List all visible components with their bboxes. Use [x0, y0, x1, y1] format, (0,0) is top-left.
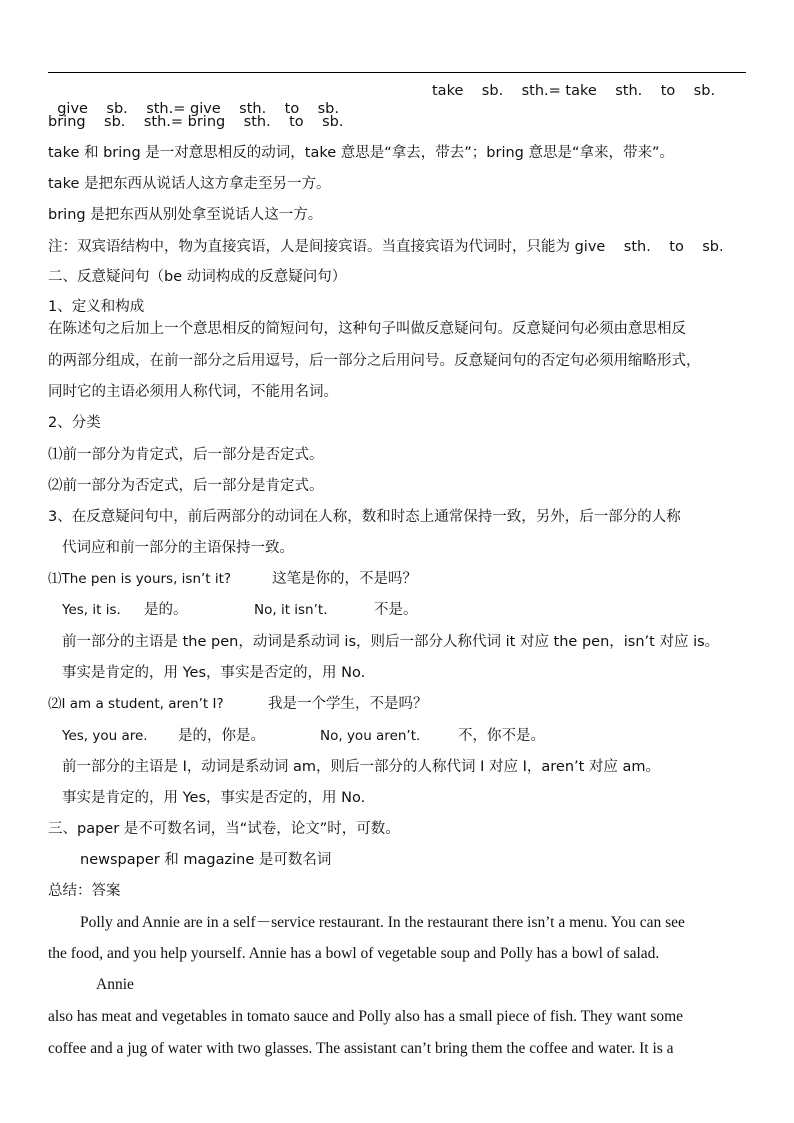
example-1-yes-translation: 是的。 [144, 602, 188, 618]
example-1-no: No, it isn’t. [254, 602, 328, 618]
take-bring-meaning: take 和 bring 是一对意思相反的动词，take 意思是“拿去，带去”；bring 意思是“拿来，带来”。 [48, 145, 675, 161]
example-2-translation: 我是一个学生，不是吗？ [268, 696, 428, 712]
example-2-yes: Yes, you are. [62, 728, 148, 744]
section-two-heading: 二、反意疑问句（be 动词构成的反意疑问句） [48, 269, 347, 285]
example-1-explanation: 前一部分的主语是 the pen，动词是系动词 is，则后一部分人称代词 it 对应 the pen，isn’t 对应 is。 [62, 634, 720, 650]
example-1-question: ⑴The pen is yours, isn’t it? [48, 571, 232, 587]
example-1-translation: 这笔是你的，不是吗？ [272, 571, 417, 587]
bring-definition: bring 是把东西从别处拿至说话人这一方。 [48, 207, 323, 223]
example-1-no-translation: 不是。 [374, 602, 418, 618]
example-2-fact-rule: 事实是肯定的，用 Yes，事实是否定的，用 No. [62, 790, 366, 806]
passage-line-4: also has meat and vegetables in tomato sauce and Polly also has a small piece of fish. They want some [48, 1008, 684, 1025]
subsection-definition: 1、定义和构成 [48, 299, 145, 315]
example-2-question: ⑵I am a student, aren’t I? [48, 696, 224, 712]
countable-nouns-note: newspaper 和 magazine 是可数名词 [80, 852, 332, 868]
bring-pattern: bring sb. sth.= bring sth. to sb. [48, 114, 344, 130]
double-object-note: 注：双宾语结构中，物为直接宾语，人是间接宾语。当直接宾语为代词时，只能为 give sth. to sb. [48, 239, 724, 255]
classification-1: ⑴前一部分为肯定式，后一部分是否定式。 [48, 447, 324, 463]
example-2-yes-translation: 是的，你是。 [178, 728, 265, 744]
example-2-explanation: 前一部分的主语是 I，动词是系动词 am，则后一部分的人称代词 I 对应 I，aren’t 对应 am。 [62, 759, 661, 775]
take-definition: take 是把东西从说话人这方拿走至另一方。 [48, 176, 331, 192]
example-1-fact-rule: 事实是肯定的，用 Yes，事实是否定的，用 No. [62, 665, 366, 681]
header-rule [48, 72, 746, 73]
rule-3-text-2: 代词应和前一部分的主语保持一致。 [62, 540, 294, 556]
passage-line-2: the food, and you help yourself. Annie has a bowl of vegetable soup and Polly has a bowl of salad. [48, 945, 660, 962]
passage-line-3: Annie [96, 976, 134, 993]
passage-line-5: coffee and a jug of water with two glasses. The assistant can’t bring them the coffee and water. It is a [48, 1040, 674, 1057]
passage-line-1: Polly and Annie are in a self－service restaurant. In the restaurant there isn’t a menu. You can see [80, 914, 685, 931]
definition-text-2: 的两部分组成，在前一部分之后用逗号，后一部分之后用问号。反意疑问句的否定句必须用缩略形式， [48, 353, 701, 369]
subsection-classification: 2、分类 [48, 415, 101, 431]
definition-text-1: 在陈述句之后加上一个意思相反的简短问句，这种句子叫做反意疑问句。反意疑问句必须由意思相反 [48, 321, 686, 337]
classification-2: ⑵前一部分为否定式，后一部分是肯定式。 [48, 478, 324, 494]
example-1-yes: Yes, it is. [62, 602, 121, 618]
give-pattern: give sb. sth.= give sth. to sb. [57, 101, 339, 117]
example-2-no: No, you aren’t. [320, 728, 421, 744]
take-pattern: take sb. sth.= take sth. to sb. [432, 83, 716, 99]
definition-text-3: 同时它的主语必须用人称代词，不能用名词。 [48, 384, 338, 400]
summary-answer-heading: 总结：答案 [48, 883, 121, 899]
section-three-heading: 三、paper 是不可数名词，当“试卷，论文”时，可数。 [48, 821, 400, 837]
rule-3-text-1: 3、在反意疑问句中，前后两部分的动词在人称，数和时态上通常保持一致，另外，后一部分的人称 [48, 509, 681, 525]
example-2-no-translation: 不，你不是。 [458, 728, 545, 744]
